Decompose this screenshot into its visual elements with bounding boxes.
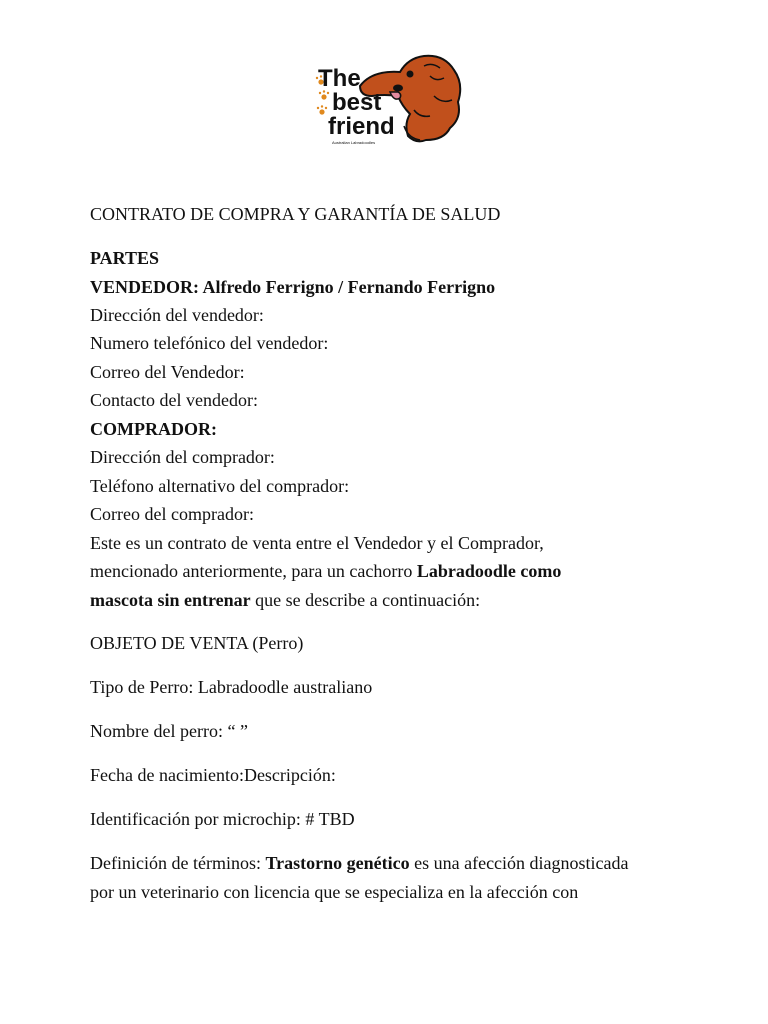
logo-text-friend: friend bbox=[328, 113, 395, 140]
seller-address-field: Dirección del vendedor: bbox=[90, 305, 264, 325]
intro-bold-text: Labradoodle como bbox=[416, 561, 562, 581]
company-logo bbox=[312, 52, 464, 148]
definitions-text: Definición de términos: bbox=[90, 853, 266, 873]
document-title: CONTRATO DE COMPRA Y GARANTÍA DE SALUD bbox=[90, 204, 501, 224]
microchip-field: Identificación por microchip: # TBD bbox=[90, 809, 355, 829]
seller-label: VENDEDOR: Alfredo Ferrigno / Fernando Ferrigno bbox=[90, 277, 496, 297]
buyer-address-field: Dirección del comprador: bbox=[90, 447, 275, 467]
definitions-line1 bbox=[90, 852, 629, 874]
intro-paragraph-line1: Este es un contrato de venta entre el Vendedor y el Comprador, bbox=[90, 533, 544, 553]
logo-tagline: Australian Labradoodles bbox=[332, 140, 376, 145]
logo-text-best: best bbox=[332, 89, 382, 116]
intro-bold-text: mascota sin entrenar bbox=[90, 590, 251, 610]
birth-date-field: Fecha de nacimiento:Descripción: bbox=[90, 765, 336, 785]
seller-phone-field: Numero telefónico del vendedor: bbox=[90, 333, 329, 353]
seller-email-field: Correo del Vendedor: bbox=[90, 362, 245, 382]
logo-text-the: The bbox=[318, 65, 361, 92]
definitions-line2: por un veterinario con licencia que se especializa en la afección con bbox=[90, 882, 579, 902]
dog-type-field: Tipo de Perro: Labradoodle australiano bbox=[90, 677, 373, 697]
buyer-alt-phone-field: Teléfono alternativo del comprador: bbox=[90, 476, 350, 496]
dog-name-field: Nombre del perro: “ ” bbox=[90, 721, 248, 741]
buyer-email-field: Correo del comprador: bbox=[90, 504, 254, 524]
intro-paragraph-line3 bbox=[90, 589, 480, 611]
seller-contact-field: Contacto del vendedor: bbox=[90, 390, 258, 410]
parties-heading: PARTES bbox=[90, 248, 160, 268]
definitions-text: es una afección diagnosticada bbox=[409, 853, 629, 873]
intro-text: mencionado anteriormente, para un cachorro bbox=[90, 561, 417, 581]
buyer-label: COMPRADOR: bbox=[90, 419, 217, 439]
object-heading: OBJETO DE VENTA (Perro) bbox=[90, 633, 304, 653]
intro-paragraph-line2 bbox=[90, 560, 561, 582]
definitions-bold-term: Trastorno genético bbox=[265, 853, 410, 873]
intro-text: que se describe a continuación: bbox=[250, 590, 481, 610]
